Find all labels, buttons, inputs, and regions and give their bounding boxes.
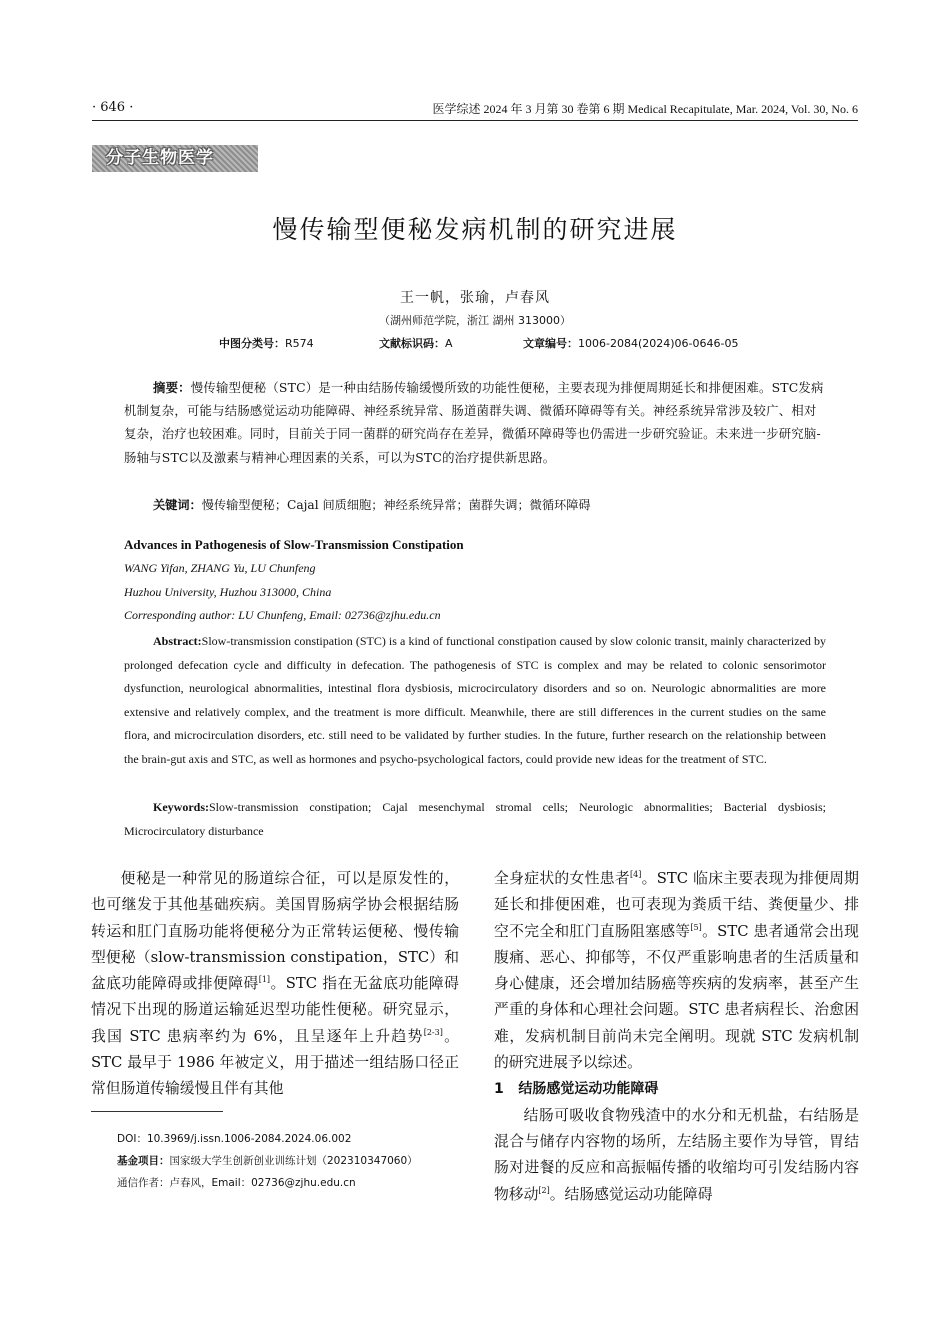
fund-text: 国家级大学生创新创业训练计划（202310347060） [169, 1155, 418, 1167]
english-abstract [124, 630, 826, 771]
article-label: 文章编号： [523, 337, 578, 350]
english-affiliation: Huzhou University, Huzhou 313000, China [124, 585, 332, 599]
abstract-cn [124, 376, 826, 469]
intro-paragraph [91, 866, 459, 1103]
abstract-cn-label: 摘要： [153, 380, 191, 395]
abstract-cn-text: 慢传输型便秘（STC）是一种由结肠传输缓慢所致的功能性便秘，主要表现为排便周期延长和排便困难。STC发病机制复杂，可能与结肠感觉运动功能障碍、神经系统异常、肠道菌群失调、微循环障碍等有关。神经系统异常涉及较广、相对复杂，治疗也较困难。同时，目前关于同一菌群的研究尚存在差异，微循环障碍等也仍需进一步研究验证。未来进一步研究脑-肠轴与STC以及激素与精神心理因素的关系，可以为STC的治疗提供新思路。 [124, 380, 824, 465]
footnotes [117, 1128, 418, 1194]
footnote-divider [91, 1111, 223, 1112]
citation: [1] [258, 975, 271, 985]
citation: [5] [690, 922, 702, 932]
english-title: Advances in Pathogenesis of Slow-Transmission Constipation [124, 537, 464, 552]
section1-text-a: 结肠可吸收食物残渣中的水分和无机盐，右结肠是混合与储存内容物的场所，左结肠主要作为导管，胃结肠对进餐的反应和高振幅传播的收缩均可引发结肠内容物移动 [494, 1106, 859, 1203]
clc-number [219, 335, 314, 351]
doc-value: A [445, 337, 453, 350]
page-number: · 646 · [92, 100, 134, 115]
intro-cont-text-b: 。STC 临床主要表现为排便周期延长和排便困难，也可表现为粪质干结、粪便量少、排空不完全和肛门直肠阻塞感等 [494, 870, 859, 940]
clc-value: R574 [285, 337, 314, 350]
article-title: 慢传输型便秘发病机制的研究进展 [272, 215, 678, 244]
doi: DOI：10.3969/j.issn.1006-2084.2024.06.002 [117, 1133, 352, 1145]
keywords-cn-label: 关键词： [153, 498, 202, 512]
corresponding-footnote: 通信作者：卢春风，Email：02736@zjhu.edu.cn [117, 1177, 356, 1189]
intro-text-a: 便秘是一种常见的肠道综合征，可以是原发性的，也可继发于其他基础疾病。美国胃肠病学协会根据结肠转运和肛门直肠功能将便秘分为正常转运便秘、慢传输型便秘（slow-transmission constipation，STC）和盆底功能障碍或排便障碍 [91, 870, 459, 993]
english-keywords [124, 796, 826, 843]
intro-cont-text-c: 。STC 患者通常会出现腹痛、恶心、抑郁等，不仅严重影响患者的生活质量和身心健康，还会增加结肠癌等疾病的发病率，甚至产生严重的身体和心理社会问题。STC 患者病程长、治愈困难，发病机制目前尚未完全阐明。现就 STC 发病机制的研究进展予以综述。 [494, 922, 859, 1072]
section-title: 结肠感觉运动功能障碍 [518, 1081, 659, 1098]
section-heading [494, 1076, 859, 1102]
authors: 王一帆，张瑜，卢春风 [400, 290, 550, 306]
keywords-cn [153, 496, 591, 513]
english-keywords-label: Keywords: [153, 800, 209, 814]
article-value: 1006-2084(2024)06-0646-05 [578, 337, 739, 350]
intro-paragraph-cont [494, 866, 859, 1076]
intro-cont-text-a: 全身症状的女性患者 [494, 870, 630, 887]
body-column-right [494, 866, 859, 1208]
section1-text-b: 。结肠感觉运动功能障碍 [549, 1185, 713, 1203]
english-abstract-label: Abstract: [153, 634, 202, 648]
english-corresponding: Corresponding author: LU Chunfeng, Email: 02736@zjhu.edu.cn [124, 608, 441, 622]
citation: [4] [629, 870, 642, 879]
clc-label: 中图分类号： [219, 337, 285, 350]
header-divider [92, 120, 858, 121]
body-column-left [91, 866, 459, 1103]
section-tag: 分子生物医学 [92, 145, 258, 172]
journal-header: 医学综述 2024 年 3 月第 30 卷第 6 期 Medical Recapitulate, Mar. 2024, Vol. 30, No. 6 [432, 102, 858, 116]
intro-text-c: 。STC 最早于 1986 年被定义，用于描述一组结肠口径正常但肠道传输缓慢且伴有其他 [91, 1027, 459, 1098]
article-number [523, 335, 738, 351]
english-authors: WANG Yifan, ZHANG Yu, LU Chunfeng [124, 561, 316, 575]
doc-code [379, 335, 453, 351]
english-abstract-text: Slow-transmission constipation (STC) is a kind of functional constipation caused by slow colonic transit, mainly characterized by prolonged defecation cycle and difficulty in defecation. The pathogenesis of STC is complex and may be related to colonic sensorimotor dysfunction, neurological abnormalities, intestinal flora dysbiosis, microcirculatory disorders and so on. Neurologic abnormalities are more extensive and relatively complex, and the treatment is more difficult. Meanwhile, there are still differences in the current studies on the same flora, and microcirculation disorders, etc. still need to be validated by further studies. In the future, further research on the relationship between the brain-gut axis and STC, as well as hormones and psycho-psychological factors, could provide new ideas for the treatment of STC. [124, 634, 826, 766]
intro-text-b: 。STC 指在无盆底功能障碍情况下出现的肠道运输延迟型功能性便秘。研究显示，我国 STC 患病率约为 6%，且呈逐年上升趋势 [91, 975, 459, 1045]
section-number: 1 [494, 1081, 504, 1098]
citation: [2] [538, 1185, 550, 1195]
citation: [2-3] [423, 1027, 443, 1037]
english-keywords-text: Slow-transmission constipation; Cajal mesenchymal stromal cells; Neurologic abnormalities; Bacterial dysbiosis; Microcirculatory disturbance [124, 800, 826, 838]
keywords-cn-text: 慢传输型便秘；Cajal 间质细胞；神经系统异常；菌群失调；微循环障碍 [201, 498, 591, 512]
fund-label: 基金项目： [117, 1155, 170, 1167]
doc-label: 文献标识码： [379, 337, 445, 350]
affiliation: （湖州师范学院，浙江 湖州 313000） [379, 314, 571, 327]
section1-paragraph [494, 1103, 859, 1208]
fund [117, 1150, 418, 1172]
